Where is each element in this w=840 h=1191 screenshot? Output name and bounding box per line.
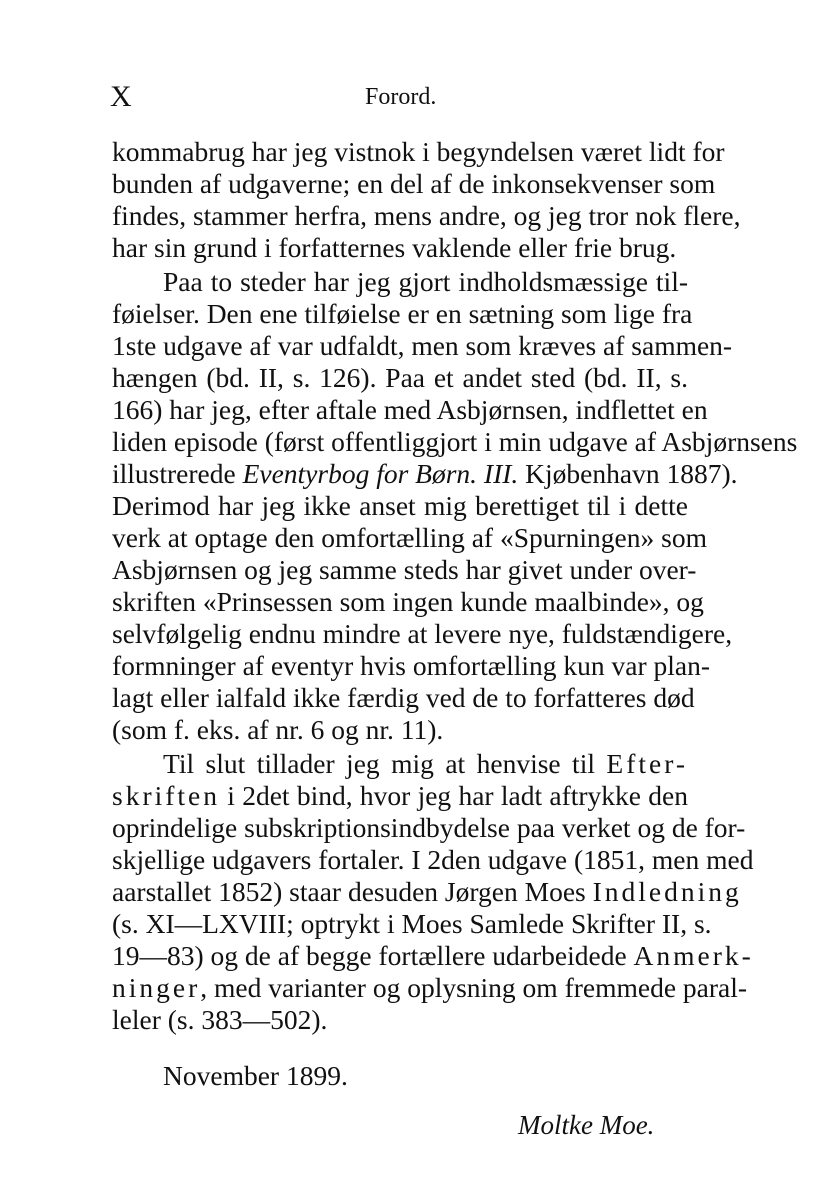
text-line: bunden af udgaverne; en del af de inkonsekvenser som — [112, 168, 716, 199]
text-line: formninger af eventyr hvis omfortælling kun var plan- — [112, 650, 710, 681]
spaced-emphasis: Indledning — [592, 876, 742, 907]
text-line: skriften i 2det bind, hvor jeg har ladt aftrykke den — [112, 780, 688, 811]
text-line: illustrerede Eventyrbog for Børn. III. Kjøbenhavn 1887). — [112, 458, 738, 489]
page-number: X — [110, 80, 133, 113]
spaced-emphasis: Efter- — [606, 748, 688, 779]
running-title: Forord. — [365, 84, 437, 110]
text-line: aarstallet 1852) staar desuden Jørgen Moes Indledning — [112, 876, 742, 907]
text-line: leler (s. 383—502). — [112, 1004, 328, 1035]
text-line: 166) har jeg, efter aftale med Asbjørnsen, indflettet en — [112, 394, 708, 425]
spaced-emphasis: skriften — [112, 780, 221, 811]
text-line: liden episode (først offentliggjort i min udgave af Asbjørnsens — [112, 426, 798, 457]
text-line: 19—83) og de af begge fortællere udarbeidede Anmerk- — [112, 940, 754, 971]
text-line: kommabrug har jeg vistnok i begyndelsen været lidt for — [112, 136, 725, 167]
author-signature: Moltke Moe. — [518, 1110, 655, 1140]
text-line: har sin grund i forfatternes vaklende eller frie brug. — [112, 232, 677, 263]
text-line: føielser. Den ene tilføielse er en sætning som lige fra — [112, 298, 693, 329]
text-line: (som f. eks. af nr. 6 og nr. 11). — [112, 714, 444, 745]
text-line: Til slut tillader jeg mig at henvise til Efter- — [163, 748, 688, 779]
text-line: hængen (bd. II, s. 126). Paa et andet sted (bd. II, s. — [112, 362, 688, 393]
text-line: lagt eller ialfald ikke færdig ved de to forfatteres død — [112, 682, 695, 713]
text-line: verk at optage den omfortælling af «Spurningen» som — [112, 522, 707, 553]
text-line: oprindelige subskriptionsindbydelse paa verket og de for- — [112, 812, 746, 843]
text-line: ninger, med varianter og oplysning om fremmede paral- — [112, 972, 748, 1003]
text-line: skjellige udgavers fortaler. I 2den udgave (1851, men med — [112, 844, 754, 875]
text-line: findes, stammer herfra, mens andre, og jeg tror nok flere, — [112, 200, 741, 231]
text-line: (s. XI—LXVIII; optrykt i Moes Samlede Skrifter II, s. — [112, 908, 712, 939]
spaced-emphasis: ninger — [112, 972, 201, 1003]
book-title-italic: Eventyrbog for Børn. III. — [242, 458, 519, 489]
text-line: selvfølgelig endnu mindre at levere nye, fuldstændigere, — [112, 618, 733, 649]
text-line: Derimod har jeg ikke anset mig berettiget til i dette — [112, 490, 688, 521]
text-line: 1ste udgave af var udfaldt, men som kræves af sammen- — [112, 330, 733, 361]
text-line: Paa to steder har jeg gjort indholdsmæssige til- — [163, 266, 688, 297]
preface-date: November 1899. — [163, 1060, 348, 1091]
spaced-emphasis: Anmerk- — [633, 940, 754, 971]
text-line: Asbjørnsen og jeg samme steds har givet under over- — [112, 554, 697, 585]
text-line: skriften «Prinsessen som ingen kunde maalbinde», og — [112, 586, 704, 617]
